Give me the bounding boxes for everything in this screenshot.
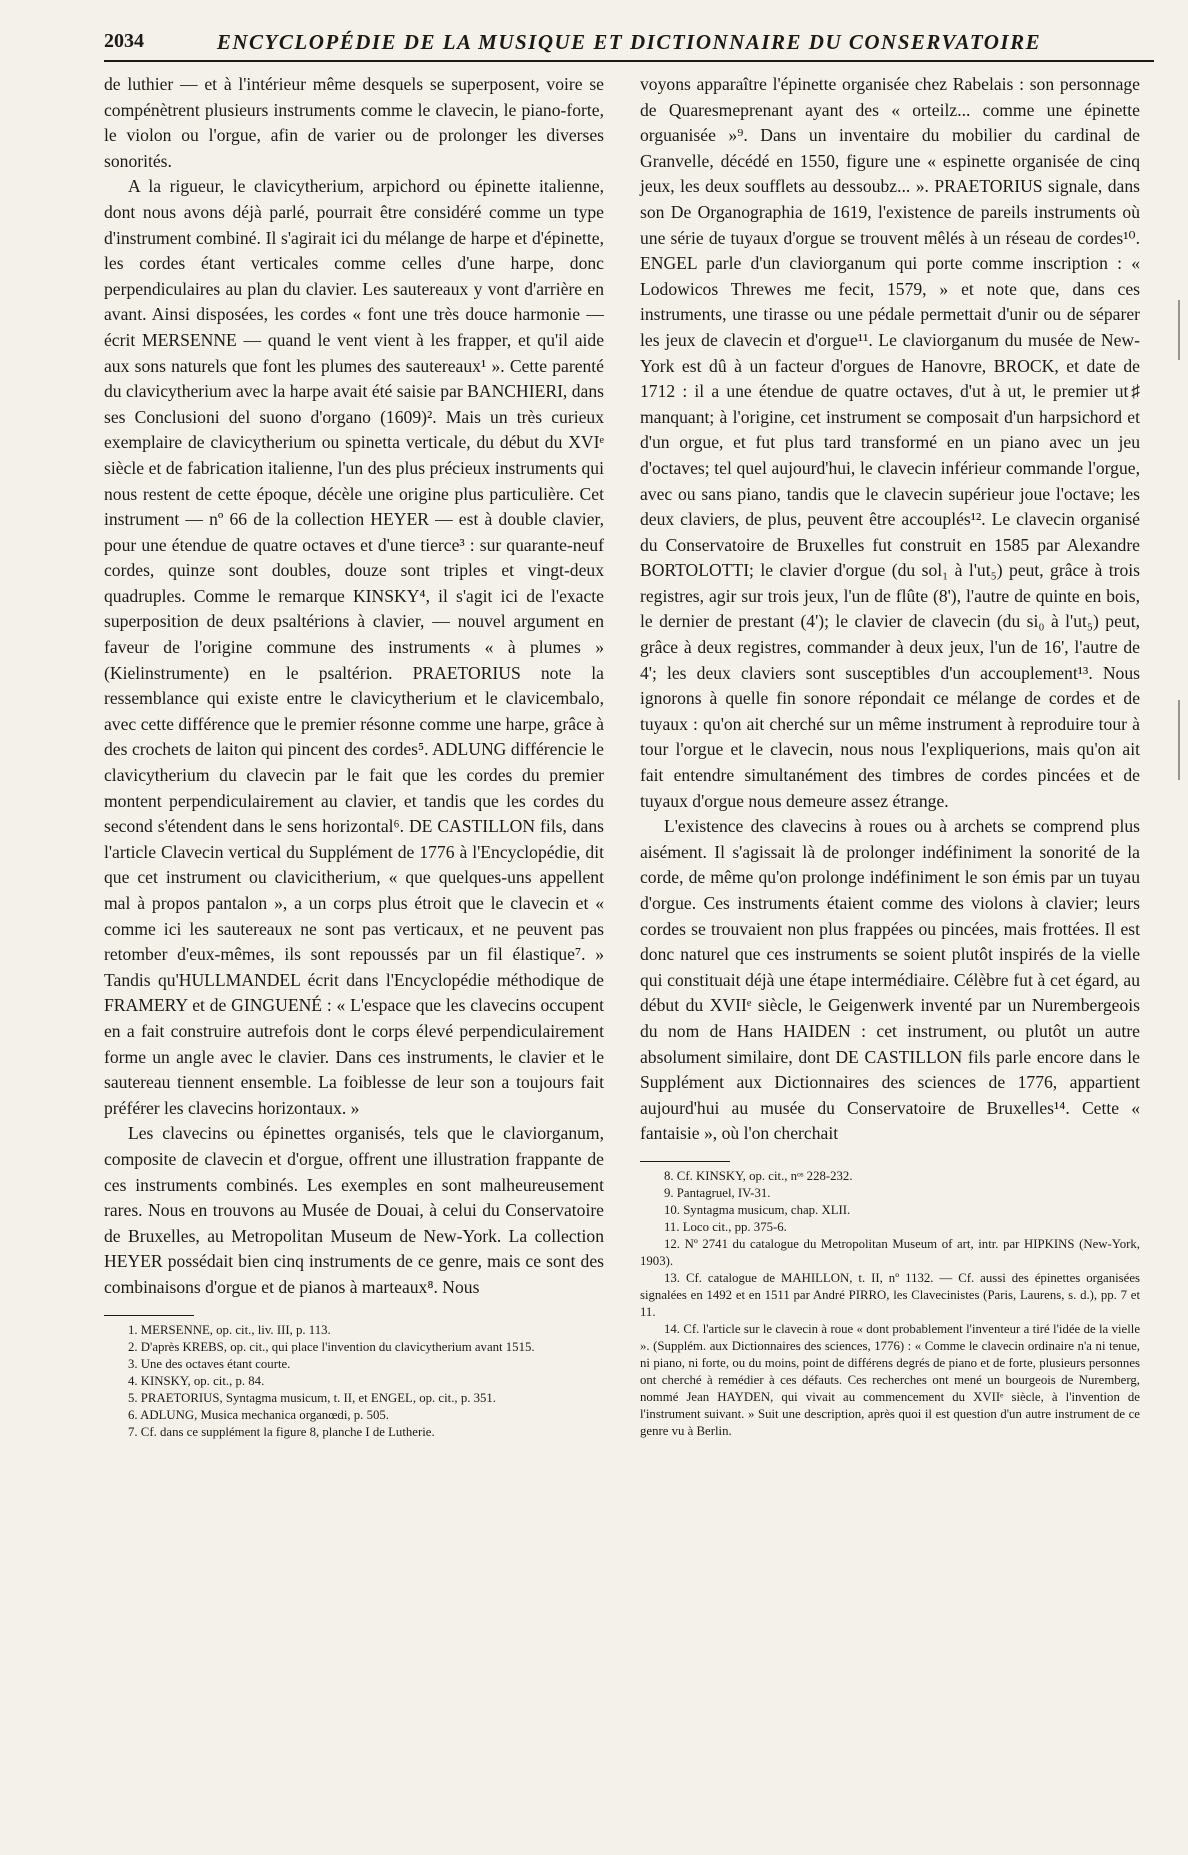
footnote-8: 8. Cf. KINSKY, op. cit., nᵒˢ 228-232.	[664, 1168, 853, 1183]
left-footnotes	[104, 1322, 604, 1441]
footnote-5: 5. PRAETORIUS, Syntagma musicum, t. II, et ENGEL, op. cit., p. 351.	[128, 1390, 497, 1405]
footnote-4: 4. KINSKY, op. cit., p. 84.	[128, 1373, 265, 1388]
footnote-rule-right	[640, 1161, 730, 1162]
running-header	[104, 30, 1154, 62]
footnote-13: 13. Cf. catalogue de MAHILLON, t. II, nº 1132. — Cf. aussi des épinettes organisées signalées en 1492 et en 1511 par André PIRRO, les Clavecinistes (Paris, Laurens, s. d.), pp. 7 et 11.	[640, 1270, 1140, 1319]
footnote-14: 14. Cf. l'article sur le clavecin à roue « dont probablement l'inventeur a tiré l'idée de la vielle ». (Supplém. aux Dictionnaires des sciences, 1776) : « Comme le clavecin ordinaire n'a ni tenue, ni piano, ni forte, ou du moins, point de différens degrés de piano et de forte, plusieurs personnes ont cherché à remédier à ces défauts. Ces recherches ont mené un bourgeois de Nuremberg, nommé Jean HAYDEN, qui vivait au commencement du XVIIᵉ siècle, à l'invention de l'instrument suivant. » Suit une description, après quoi il est question d'un autre instrument de ce genre vu à Berlin.	[640, 1321, 1140, 1438]
footnote-3: 3. Une des octaves étant courte.	[128, 1356, 291, 1371]
left-column	[104, 72, 604, 1441]
left-paragraph-3: Les clavecins ou épinettes organisés, tels que le claviorganum, composite de clavecin et d'orgue, offrent une illustration frappante de ces instruments combinés. Les exemples en sont malheureusement rares. Nous en trouvons au Musée de Douai, à celui du Conservatoire de Bruxelles, au Metropolitan Museum de New-York. La collection HEYER possédait bien cinq instruments de ce genre, mais ce sont des combinaisons d'orgue et de pianos à marteaux⁸. Nous	[104, 1123, 604, 1297]
left-body-text	[104, 72, 604, 1301]
page-number: 2034	[104, 30, 144, 52]
footnote-12: 12. Nº 2741 du catalogue du Metropolitan Museum of art, intr. par HIPKINS (New-York, 1903).	[640, 1236, 1140, 1268]
footnote-9: 9. Pantagruel, IV-31.	[664, 1185, 771, 1200]
right-body-text	[640, 72, 1140, 1147]
left-paragraph-1: de luthier — et à l'intérieur même desquels se superposent, voire se compénètrent plusieurs instruments comme le clavecin, le piano-forte, le violon ou l'orgue, afin de varier ou de prolonger les diverses sonorités.	[104, 74, 604, 171]
footnote-11: 11. Loco cit., pp. 375-6.	[664, 1219, 787, 1234]
footnote-rule-left	[104, 1315, 194, 1316]
right-column	[640, 72, 1140, 1440]
footnote-2: 2. D'après KREBS, op. cit., qui place l'invention du clavicytherium avant 1515.	[128, 1339, 535, 1354]
right-paragraph-2: L'existence des clavecins à roues ou à archets se comprend plus aisément. Il s'agissait là de prolonger indéfiniment la sonorité de la corde, de même qu'on prolonge indéfiniment le son émis par un tuyau d'orgue. Ces instruments étaient comme des violons à clavier; leurs cordes se trouvaient non plus frappées ou pincées, mais frottées. Il est donc naturel que ces instruments se soient plutôt inspirés de la vielle qui constituait déjà une étape intermédiaire. Célèbre fut à cet égard, au début du XVIIᵉ siècle, le Geigenwerk inventé par un Nurembergeois du nom de Hans HAIDEN : cet instrument, ou plutôt un autre absolument similaire, dont DE CASTILLON fils parle encore dans le Supplément aux Dictionnaires des sciences de 1776, appartient aujourd'hui au musée du Conservatoire de Bruxelles¹⁴. Cette « fantaisie », où l'on cherchait	[640, 816, 1140, 1144]
right-footnotes	[640, 1168, 1140, 1440]
running-title: ENCYCLOPÉDIE DE LA MUSIQUE ET DICTIONNAIRE DU CONSERVATOIRE	[216, 30, 1042, 54]
footnote-1: 1. MERSENNE, op. cit., liv. III, p. 113.	[128, 1322, 331, 1337]
scan-edge-mark	[1178, 700, 1180, 780]
left-paragraph-2: A la rigueur, le clavicytherium, arpichord ou épinette italienne, dont nous avons déjà parlé, pourrait être considéré comme un type d'instrument combiné. Il s'agirait ici du mélange de harpe et d'épinette, les cordes étant verticales comme celles d'une harpe, donc perpendiculaires au plan du clavier. Les sautereaux y vont d'arrière en avant. Ainsi disposées, les cordes « font une très douce harmonie — écrit MERSENNE — quand le vent vient à les frapper, et qu'il aide aux sons naturels que font les plumes des sautereaux¹ ». Cette parenté du clavicytherium avec la harpe avait été saisie par BANCHIERI, dans ses Conclusioni del suono d'organo (1609)². Mais un très curieux exemplaire de clavicytherium ou spinetta verticale, du début du XVIᵉ siècle et de fabrication italienne, l'un des plus précieux instruments qui nous restent de cette époque, décèle une origine plus particulière. Cet instrument — nº 66 de la collection HEYER — est à double clavier, pour une étendue de quatre octaves et d'une tierce³ : sur quarante-neuf cordes, quinze sont doubles, douze sont triples et vingt-deux quadruples. Comme le remarque KINSKY⁴, il s'agit ici de l'exacte superposition de deux psaltérions à clavier, — nouvel argument en faveur de l'origine commune des instruments « à plumes » (Kielinstrumente) en le psaltérion. PRAETORIUS note la ressemblance qui existe entre le clavicytherium et le clavicembalo, avec cette différence que le premier résonne comme une harpe, grâce à des crochets de laiton qui pincent des cordes⁵. ADLUNG différencie le clavicytherium du clavecin par le fait que les cordes du premier montent perpendiculairement au clavier, et tandis que les cordes du second s'étendent dans le sens horizontal⁶. DE CASTILLON fils, dans l'article Clavecin vertical du Supplément de 1776 à l'Encyclopédie, dit que cet instrument ou clavicitherium, « que quelques-uns appellent mal à propos pantalon », a un corps plus étroit que le clavecin et « comme ici les sautereaux ne sont pas verticaux, et ne peuvent pas retomber d'eux-mêmes, ils sont repoussés par un fil élastique⁷. » Tandis qu'HULLMANDEL écrit dans l'Encyclopédie méthodique de FRAMERY et de GINGUENÉ : « L'espace que les clavecins occupent en a fait construire autrefois dont le corps élevé perpendiculairement forme un angle avec le clavier. Dans ces instruments, le clavier et le sautereau tiennent ensemble. La foiblesse de leur son a toujours fait préférer les clavecins horizontaux. »	[104, 176, 604, 1118]
scan-edge-mark	[1178, 300, 1180, 360]
footnote-10: 10. Syntagma musicum, chap. XLII.	[664, 1202, 851, 1217]
right-paragraph-1: voyons apparaître l'épinette organisée chez Rabelais : son personnage de Quaresmeprenant ayant des « orteilz... comme une épinette orguanisée »⁹. Dans un inventaire du mobilier du cardinal de Granvelle, décédé en 1550, figure une « espinette organisée de cinq jeux, les deux soufflets au dessoubz... ». PRAETORIUS signale, dans son De Organographia de 1619, l'existence de pareils instruments où une série de tuyaux d'orgue se trouvent mêlés à un réseau de cordes¹⁰. ENGEL parle d'un claviorganum qui porte comme inscription : « Lodowicos Threwes me fecit, 1579, » et note que, dans ces instruments, une tirasse ou une pédale permettait d'unir ou de séparer les jeux de clavecin et d'orgue¹¹. Le claviorganum du musée de New-York est dû à un facteur d'orgues de Hanovre, BROCK, et date de 1712 : il a une étendue de quatre octaves, d'ut à ut, le premier ut♯ manquant; à l'origine, cet instrument se composait d'un harpsichord et d'un orgue, et fut plus tard transformé en un piano avec un jeu d'octaves; tel quel aujourd'hui, le clavecin inférieur commande l'orgue, avec ou sans piano, tandis que le clavecin supérieur joue l'octave; les deux claviers, de plus, peuvent être accouplés¹². Le clavecin organisé du Conservatoire de Bruxelles fut construit en 1585 par Alexandre BORTOLOTTI; le clavier d'orgue (du sol₁ à l'ut₅) peut, grâce à trois registres, agir sur trois jeux, l'un de flûte (8'), l'autre de quinte en bois, le dernier de prestant (4'); le clavier de clavecin (du si₀ à l'ut₅) peut, grâce à deux registres, commander à deux jeux, l'un de 16', l'autre de 4'; les deux claviers sont susceptibles d'un accouplement¹³. Nous ignorons à quelle fin sonore répondait ce mélange de cordes et de tuyaux : qu'on ait cherché sur un même instrument à reproduire tour à tour l'orgue et le clavecin, nous nous l'expliquerions, mais qu'on ait fait entendre simultanément des timbres de cordes pincées et de tuyaux d'orgue nous demeure assez étrange.	[640, 74, 1140, 811]
footnote-6: 6. ADLUNG, Musica mechanica organœdi, p. 505.	[128, 1407, 389, 1422]
footnote-7: 7. Cf. dans ce supplément la figure 8, planche I de Lutherie.	[128, 1424, 435, 1439]
